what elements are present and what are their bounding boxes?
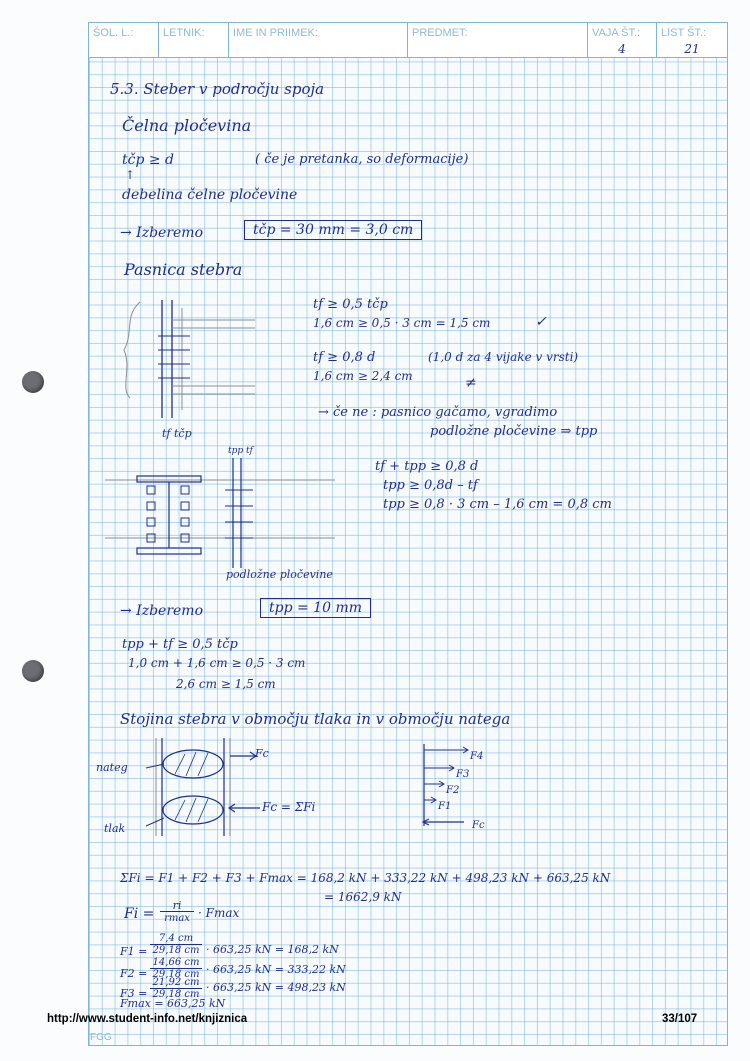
break-line: [124, 302, 140, 398]
bolt-head-6: [181, 502, 189, 510]
f2-lhs: F2 =: [120, 967, 148, 980]
fig4-f4: F4: [470, 751, 484, 762]
fmax-line: Fmax = 663,25 kN: [120, 997, 226, 1010]
sol-label: ŠOL. L.:: [93, 27, 134, 39]
heading-pasnica: Pasnica stebra: [124, 260, 243, 279]
f3-lhs: F3 =: [120, 987, 148, 1000]
tp-note: ( če je pretanka, so deformacije): [255, 152, 469, 167]
tlak-pointer: [146, 818, 164, 826]
fig1-label: tf tčp: [162, 427, 192, 440]
fgg-mark: FGG: [90, 1032, 112, 1043]
debelina-text: debelina čelne pločevine: [122, 187, 298, 203]
eq3-line-c: tpp ≥ 0,8 · 3 cm – 1,6 cm = 0,8 cm: [383, 497, 612, 512]
heading-celna: Čelna pločevina: [122, 116, 252, 135]
figure-flange-plan: [105, 458, 335, 581]
vaja-label: VAJA ŠT.:: [592, 27, 641, 39]
eq3-line-a: tf + tpp ≥ 0,8 d: [375, 459, 479, 474]
section-title: 5.3. Steber v področju spoja: [110, 80, 325, 98]
letnik-label: LETNIK:: [163, 27, 205, 39]
heading-stojina: Stojina stebra v območju tlaka in v območju natega: [120, 710, 511, 728]
eq2-mark: ≠: [465, 375, 477, 391]
figure-web-zones: [120, 736, 320, 840]
bolt-head-2: [147, 502, 155, 510]
eq2-note: (1,0 d za 4 vijake v vrsti): [428, 350, 579, 364]
izberemo-2-box: tpp = 10 mm: [260, 598, 371, 618]
fig3-fc-sum: Fc = ΣFi: [262, 800, 316, 814]
eq2-line-b: 1,6 cm ≥ 2,4 cm: [313, 369, 413, 383]
fig3-fc: Fc: [255, 747, 269, 760]
f1-lhs: F1 =: [120, 945, 148, 958]
letnik-cell: [159, 23, 229, 57]
note-line-1: → če ne : pasnico gačamo, vgradimo: [318, 405, 558, 420]
eq4-line-a: tpp + tf ≥ 0,5 tčp: [122, 637, 238, 652]
izberemo-1-box: tčp = 30 mm = 3,0 cm: [244, 220, 422, 240]
ime-label: IME IN PRIIMEK:: [233, 27, 318, 39]
fi-denominator: rmax: [164, 913, 190, 924]
f1-denominator: 29,18 cm: [152, 945, 200, 956]
check-mark: ✓: [535, 314, 547, 330]
predmet-cell: [408, 23, 588, 57]
eq1-line-a: tf ≥ 0,5 tčp: [313, 297, 388, 312]
bolt-head-1: [147, 486, 155, 494]
punch-hole-top: [22, 371, 44, 393]
f3-numerator: 21,92 cm: [150, 978, 202, 989]
bolt-head-5: [181, 486, 189, 494]
tp-condition: tčp ≥ d: [122, 152, 175, 168]
list-label: LIST ŠT.:: [661, 27, 707, 39]
fig3-nateg: nateg: [96, 761, 128, 774]
f1-numerator: 7,4 cm: [150, 934, 202, 945]
compression-zone: [163, 796, 223, 824]
sol-cell: [89, 23, 159, 57]
eq4-line-c: 2,6 cm ≥ 1,5 cm: [176, 677, 276, 691]
flange-top: [137, 476, 201, 482]
izberemo-1: → Izberemo: [120, 225, 204, 241]
footer-page-number: 33/107: [662, 1013, 698, 1025]
predmet-label: PREDMET:: [412, 27, 468, 39]
bolt-head-3: [147, 518, 155, 526]
eq1-line-b: 1,6 cm ≥ 0,5 · 3 cm = 1,5 cm: [313, 316, 491, 330]
f3-denominator: 29,18 cm: [152, 989, 200, 1000]
fig4-f3: F3: [456, 769, 470, 780]
hatch-tension: [175, 752, 208, 776]
eq2-line-a: tf ≥ 0,8 d: [313, 350, 376, 365]
figure-flange-elevation: [120, 298, 260, 438]
fig2-top-label: tpp tf: [228, 446, 253, 456]
hatch-compression: [175, 798, 208, 822]
fig4-f2: F2: [446, 785, 460, 796]
f1-rhs: · 663,25 kN = 168,2 kN: [206, 943, 339, 956]
footer-url[interactable]: http://www.student-info.net/knjiznica: [47, 1013, 248, 1025]
eq3-line-b: tpp ≥ 0,8d – tf: [383, 478, 478, 493]
fig2-label: podložne pločevine: [226, 568, 333, 581]
vaja-cell: [588, 23, 657, 57]
nateg-pointer: [146, 764, 164, 768]
ime-cell: [229, 23, 408, 57]
sum-line-2: = 1662,9 kN: [324, 890, 402, 904]
f2-rhs: · 663,25 kN = 333,22 kN: [206, 963, 346, 976]
figure-force-diagram: [418, 740, 508, 830]
tension-zone: [163, 750, 223, 778]
fig3-tlak: tlak: [104, 822, 126, 835]
flange-bottom: [137, 548, 201, 554]
fi-rest: · Fmax: [198, 906, 240, 920]
eq4-line-b: 1,0 cm + 1,6 cm ≥ 0,5 · 3 cm: [128, 656, 306, 670]
f2-denominator: 29,18 cm: [152, 969, 200, 980]
list-value: 21: [684, 42, 700, 56]
fi-lhs: Fi =: [124, 906, 155, 922]
sum-line-1: ΣFi = F1 + F2 + F3 + Fmax = 168,2 kN + 333,22 kN + 498,23 kN + 663,25 kN: [120, 871, 611, 885]
bolt-head-7: [181, 518, 189, 526]
note-line-2: podložne pločevine ⇒ tpp: [430, 424, 598, 439]
arrow-up: ↑: [125, 168, 136, 182]
vaja-value: 4: [618, 42, 626, 56]
punch-hole-bottom: [22, 660, 44, 682]
f3-rhs: · 663,25 kN = 498,23 kN: [206, 981, 346, 994]
izberemo-2: → Izberemo: [120, 603, 204, 619]
f2-numerator: 14,66 cm: [150, 958, 202, 969]
fig4-f1: F1: [438, 801, 452, 812]
list-cell: [657, 23, 727, 57]
fig4-fc: Fc: [472, 820, 485, 831]
fi-numerator: ri: [160, 900, 194, 912]
form-header: [88, 22, 728, 58]
